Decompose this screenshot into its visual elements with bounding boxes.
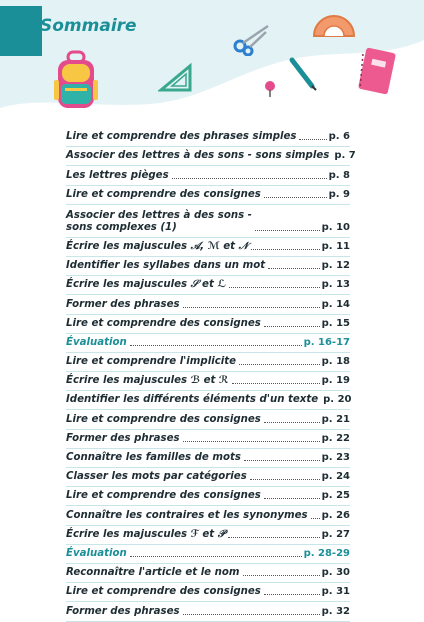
toc-dot-leader [172, 178, 327, 179]
toc-entry[interactable] [66, 583, 350, 602]
toc-entry[interactable] [66, 468, 350, 487]
toc-entry[interactable] [66, 391, 350, 410]
toc-entry-page: p. 28-29 [303, 547, 350, 559]
toc-entry[interactable] [66, 295, 350, 314]
toc-dot-leader [228, 537, 320, 538]
toc-entry-page: p. 24 [321, 471, 350, 483]
toc-entry-label: Lire et comprendre des consignes [66, 413, 261, 425]
toc-entry-page: p. 9 [328, 188, 350, 200]
toc-dot-leader [229, 287, 320, 288]
toc-entry-label: Former des phrases [66, 298, 180, 310]
toc-entry-page: p. 10 [321, 221, 350, 233]
toc-dot-leader [264, 197, 327, 198]
toc-entry-page: p. 27 [321, 528, 350, 540]
toc-entry[interactable] [66, 545, 350, 564]
notebook-icon [356, 46, 396, 96]
toc-dot-leader [255, 230, 320, 231]
toc-dot-leader [264, 422, 320, 423]
page-title: Sommaire [40, 16, 137, 36]
toc-entry[interactable] [66, 449, 350, 468]
toc-entry[interactable] [66, 353, 350, 372]
toc-entry[interactable] [66, 128, 350, 147]
toc-dot-leader [299, 139, 326, 140]
protractor-icon [312, 12, 356, 38]
toc-dot-leader [183, 307, 320, 308]
toc-entry-label [66, 210, 252, 237]
toc-entry-label: Lire et comprendre des consignes [66, 188, 261, 200]
toc-dot-leader [232, 383, 320, 384]
toc-entry-label: Identifier les différents éléments d'un texte [66, 394, 319, 406]
toc-dot-leader [264, 326, 320, 327]
toc-entry-label: Classer les mots par catégories [66, 471, 247, 483]
toc-entry-page: p. 21 [321, 413, 350, 425]
toc-entry[interactable] [66, 372, 350, 391]
toc-entry[interactable] [66, 602, 350, 621]
toc-entry-page: p. 32 [321, 605, 350, 617]
toc-entry-page: p. 15 [321, 317, 350, 329]
toc-entry[interactable] [66, 410, 350, 429]
toc-dot-leader [264, 498, 320, 499]
backpack-icon [52, 50, 100, 112]
toc-entry-page: p. 16-17 [303, 336, 350, 348]
toc-entry-label: Écrire les majuscules 𝒜, ℳ et 𝒩 [66, 240, 249, 252]
pushpin-icon [262, 80, 278, 98]
toc-entry-page: p. 23 [321, 452, 350, 463]
toc-entry[interactable] [66, 315, 350, 334]
toc-entry-label: Lire et comprendre des consignes [66, 490, 261, 502]
toc-entry[interactable] [66, 506, 350, 525]
toc-dot-leader [130, 345, 302, 346]
toc-entry-label: Former des phrases [66, 605, 180, 617]
toc-entry-label: Lire et comprendre l'implicite [66, 356, 236, 368]
toc-entry-label: Lire et comprendre des phrases simples [66, 131, 297, 143]
toc-entry[interactable] [66, 205, 350, 238]
toc-entry-page: p. 8 [328, 169, 350, 181]
toc-entry[interactable] [66, 257, 350, 276]
toc-dot-leader [251, 249, 319, 250]
toc-dot-leader [183, 441, 320, 442]
toc-entry-page: p. 26 [321, 509, 350, 521]
toc-entry-page: p. 12 [321, 260, 350, 272]
toc-entry-label: Lire et comprendre des consignes [66, 586, 261, 598]
toc-entry[interactable] [66, 487, 350, 506]
toc-entry[interactable] [66, 276, 350, 295]
toc-dot-leader [250, 479, 320, 480]
toc-entry-label: Évaluation [66, 547, 127, 559]
toc-entry-label: Connaître les familles de mots [66, 452, 241, 463]
toc-entry-page: p. 14 [321, 298, 350, 310]
toc-entry-label: Former des phrases [66, 432, 180, 444]
toc-entry-page: p. 13 [321, 279, 350, 291]
table-of-contents [66, 128, 356, 622]
toc-entry-label: Écrire les majuscules ℱ et 𝒫 [66, 528, 226, 540]
pen-icon [288, 56, 320, 92]
toc-entry-label: Lire et comprendre des consignes [66, 317, 261, 329]
toc-entry-label: Reconnaître l'article et le nom [66, 567, 240, 579]
toc-dot-leader [239, 364, 320, 365]
toc-dot-leader [268, 268, 320, 269]
toc-entry-page: p. 25 [321, 490, 350, 502]
toc-entry-label: Associer des lettres à des sons - sons simples [66, 150, 330, 162]
toc-dot-leader [130, 556, 302, 557]
toc-entry-page: p. 19 [321, 375, 350, 387]
toc-dot-leader [183, 614, 320, 615]
toc-dot-leader [243, 575, 320, 576]
set-square-icon [158, 62, 194, 94]
toc-entry-page: p. 6 [328, 131, 350, 143]
toc-entry-page: p. 7 [334, 150, 356, 162]
toc-entry-label: Écrire les majuscules 𝒮 et ℒ [66, 279, 227, 291]
toc-entry-page: p. 18 [321, 356, 350, 368]
toc-entry-label-line1: Associer des lettres à des sons - [66, 209, 252, 221]
toc-entry[interactable] [66, 334, 350, 353]
toc-entry[interactable] [66, 186, 350, 205]
toc-entry-label: Les lettres pièges [66, 169, 169, 181]
toc-entry[interactable] [66, 526, 350, 545]
toc-entry-page: p. 22 [321, 432, 350, 444]
toc-entry[interactable] [66, 564, 350, 583]
toc-entry[interactable] [66, 166, 350, 185]
title-tab [0, 6, 42, 56]
scissors-icon [232, 22, 272, 56]
toc-dot-leader [264, 594, 320, 595]
toc-dot-leader [244, 460, 320, 461]
toc-entry[interactable] [66, 238, 350, 257]
toc-entry-page: p. 11 [321, 240, 350, 252]
toc-entry-label: Écrire les majuscules ℬ et ℛ [66, 375, 229, 387]
toc-entry-label: Évaluation [66, 336, 127, 348]
toc-entry[interactable] [66, 147, 356, 166]
toc-entry-page: p. 20 [323, 394, 352, 406]
toc-entry-label-line2: sons complexes (1) [66, 221, 177, 233]
toc-entry-page: p. 31 [321, 586, 350, 598]
toc-entry-label: Identifier les syllabes dans un mot [66, 260, 266, 272]
toc-dot-leader [311, 518, 320, 519]
toc-entry-label: Connaître les contraires et les synonymes [66, 509, 308, 521]
toc-entry[interactable] [66, 430, 350, 449]
toc-entry-page: p. 30 [321, 567, 350, 579]
